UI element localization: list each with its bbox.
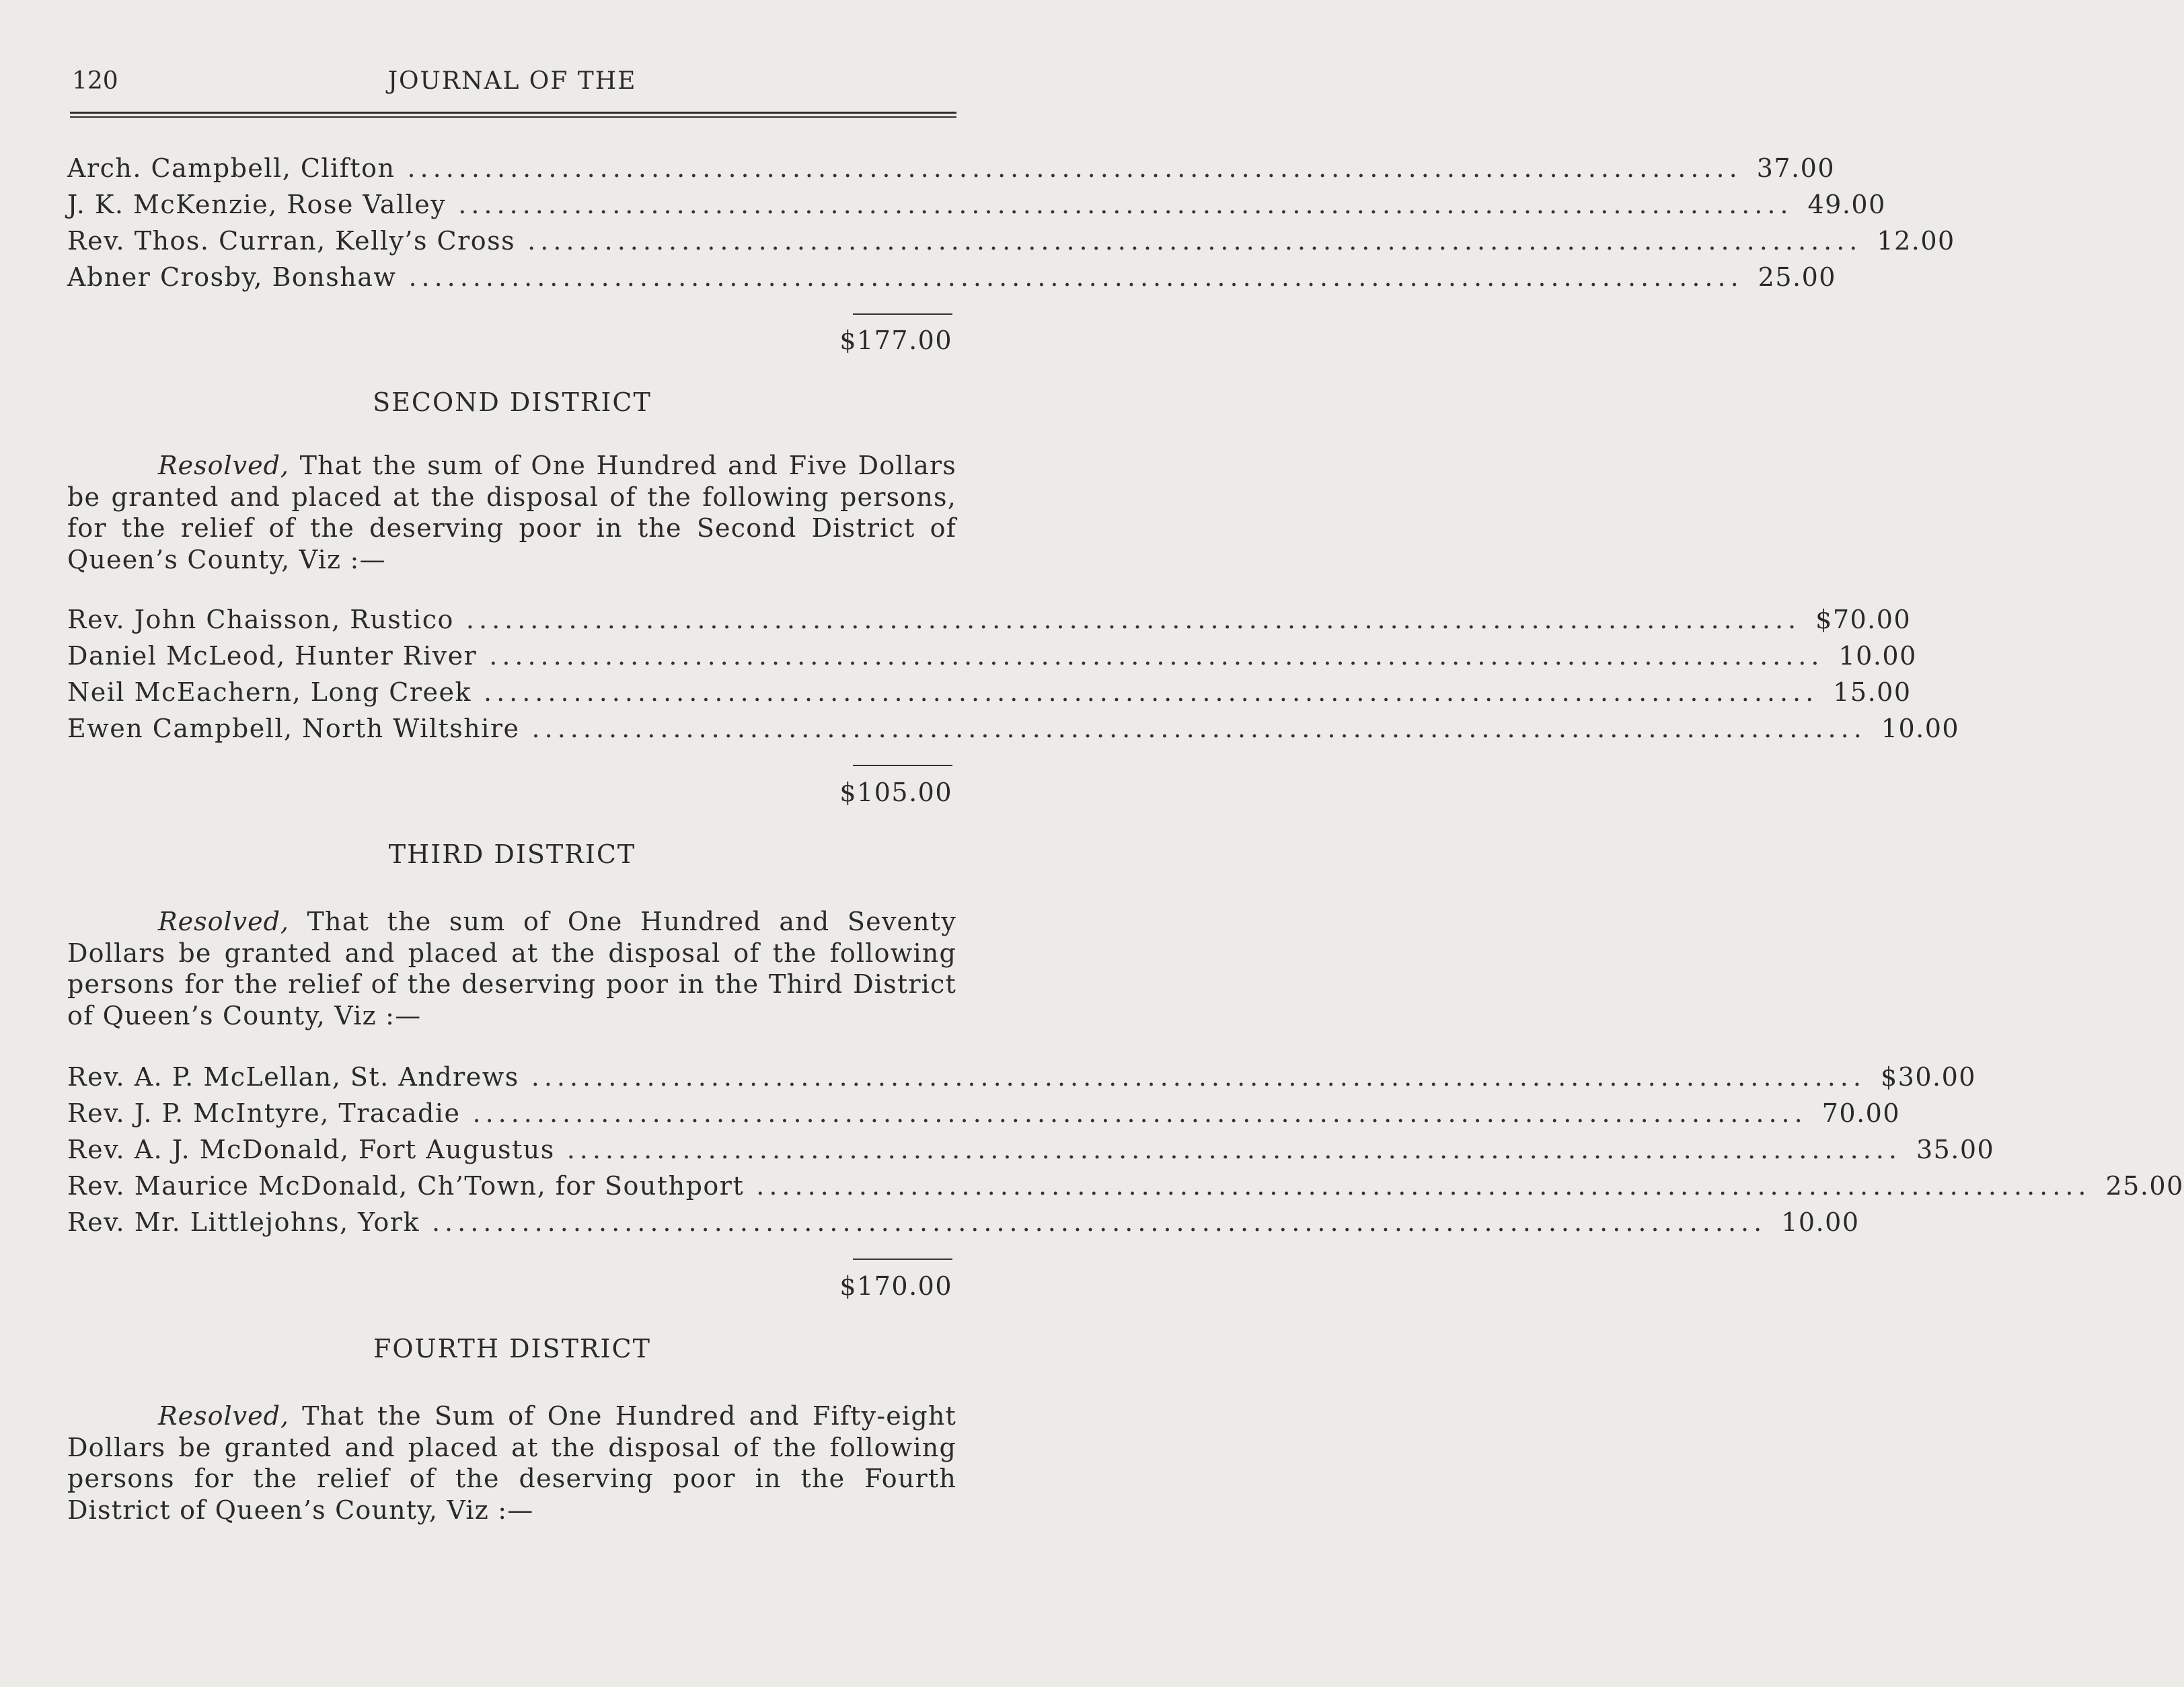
recipient-name: Daniel McLeod, Hunter River [67,641,478,671]
leader-dots: ........................................................................................................ [431,1207,1767,1237]
leader-dots: ........................................................................................................ [483,677,1819,707]
amount: 15.00 [1833,677,1912,707]
total-rule [853,765,952,766]
leader-dots: ........................................................................................................ [465,605,1801,634]
list-item [67,1207,1860,1241]
resolution-text: That the Sum of One Hundred and Fifty-eight Dollars be granted and placed at the disposal of the following persons for the relief of the deserving poor in the Fourth District of Queen’s County, Viz :— [67,1401,956,1525]
total-amount: $177.00 [839,326,952,355]
amount: 30.00 [1897,1062,1976,1092]
recipient-name: Arch. Campbell, Clifton [67,153,396,183]
amount: 49.00 [1807,190,1886,219]
leader-dots: ........................................................................................................ [408,262,1743,292]
list-item [67,153,1835,187]
resolution-paragraph [67,906,956,1031]
recipient-name: J. K. McKenzie, Rose Valley [67,190,447,219]
amount: 25.00 [2105,1171,2184,1201]
leader-dots: ........................................................................................................ [531,1062,1866,1092]
recipient-name: Rev. Thos. Curran, Kelly’s Cross [67,226,516,256]
section-heading: FOURTH DISTRICT [373,1334,651,1363]
resolved-word: Resolved, [158,1401,289,1431]
running-title: JOURNAL OF THE [387,67,637,95]
leader-dots: ........................................................................................................ [472,1098,1807,1128]
amount: 10.00 [1781,1207,1860,1237]
list-item [67,1098,1901,1132]
leader-dots: ........................................................................................................ [756,1171,2091,1201]
header-rule-top [70,112,956,114]
amount: 37.00 [1756,153,1835,183]
section-heading: THIRD DISTRICT [388,839,636,869]
total-rule [853,313,952,315]
amount: 10.00 [1881,714,1960,743]
leader-dots: ........................................................................................................ [566,1135,1901,1164]
amount: 35.00 [1916,1135,1995,1164]
list-item [67,190,1886,223]
resolution-paragraph [67,1400,956,1526]
leader-dots: ........................................................................................................ [531,714,1867,743]
recipient-name: Rev. Mr. Littlejohns, York [67,1207,420,1237]
list-item [67,714,1960,747]
page-number: 120 [72,67,118,95]
amount: 10.00 [1838,641,1917,671]
leader-dots: ........................................................................................................ [407,153,1742,183]
list-item [67,1171,2184,1205]
recipient-name: Rev. A. P. McLellan, St. Andrews [67,1062,519,1092]
section-heading: SECOND DISTRICT [373,387,652,417]
leader-dots: ........................................................................................................ [527,226,1862,256]
total-amount: $105.00 [839,778,952,807]
recipient-name: Abner Crosby, Bonshaw [67,262,397,292]
list-item [67,1062,1976,1096]
list-item [67,262,1836,296]
resolution-text: That the sum of One Hundred and Seventy Dollars be granted and placed at the disposal of the following persons for the relief of the deserving poor in the Third District of Queen’s County, Viz :— [67,907,956,1030]
list-item [67,641,1917,675]
resolved-word: Resolved, [158,907,289,936]
resolution-paragraph [67,450,956,575]
recipient-name: Rev. A. J. McDonald, Fort Augustus [67,1135,555,1164]
dollar-sign: $ [1815,605,1833,634]
list-item [67,605,1912,638]
header-rule-bottom [70,116,956,118]
resolved-word: Resolved, [158,451,289,480]
total-amount: $170.00 [839,1271,952,1301]
resolution-text: That the sum of One Hundred and Five Dollars be granted and placed at the disposal of the following persons, for the relief of the deserving poor in the Second District of Queen’s County, Viz :— [67,451,956,574]
total-rule [853,1259,952,1260]
recipient-name: Rev. Maurice McDonald, Ch’Town, for Southport [67,1171,745,1201]
recipient-name: Rev. John Chaisson, Rustico [67,605,454,634]
amount: 25.00 [1758,262,1836,292]
dollar-sign: $ [1880,1062,1898,1092]
recipient-name: Neil McEachern, Long Creek [67,677,472,707]
list-item [67,677,1912,711]
recipient-name: Ewen Campbell, North Wiltshire [67,714,520,743]
amount: 70.00 [1821,1098,1901,1128]
recipient-name: Rev. J. P. McIntyre, Tracadie [67,1098,461,1128]
amount: 12.00 [1877,226,1955,256]
list-item [67,226,1955,260]
amount: 70.00 [1832,605,1912,634]
list-item [67,1135,1995,1168]
leader-dots: ........................................................................................................ [458,190,1793,219]
leader-dots: ........................................................................................................ [489,641,1824,671]
